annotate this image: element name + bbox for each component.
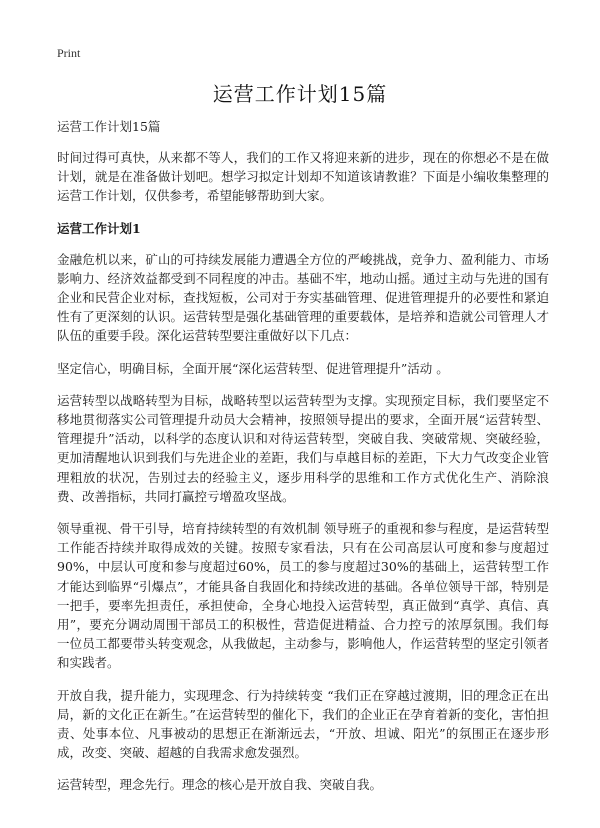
body-paragraph: 领导重视、骨干引导，培育持续转型的有效机制 领导班子的重视和参与程度，是运营转型工作能否持续并取得成效的关键。按照专家看法，只有在公司高层认可度和参与度超过90%，中层认可度和参与度超过60%，员工的参与度超过30%的基础上，运营转型工作才能达到临界“引爆点”，才能具备自我固化和持续改进的基础。各单位领导干部，特别是一把手，要率先担责任，承担使命，全身心地投入运营转型，真正做到“真学、真信、真用”，要充分调动周围干部员工的积极性，营造促进精益、合力控亏的浓厚氛围。我们每一位员工都要带头转变观念，从我做起，主动参与，影响他人，作运营转型的坚定引领者和实践者。 [57, 521, 549, 671]
body-paragraph: 金融危机以来，矿山的可持续发展能力遭遇全方位的严峻挑战，竞争力、盈利能力、市场影响力、经济效益都受到不同程度的冲击。基础不牢，地动山摇。通过主动与先进的国有企业和民营企业对标，查找短板，公司对于夯实基础管理、促进管理提升的必要性和紧迫性有了更深刻的认识。运营转型是强化基础管理的重要载体，是培养和造就公司管理人才队伍的重要手段。深化运营转型要注重做好以下几点： [57, 251, 549, 344]
body-paragraph: 运营转型以战略转型为目标，战略转型以运营转型为支撑。实现预定目标，我们要坚定不移地贯彻落实公司管理提升动员大会精神，按照领导提出的要求，全面开展“运营转型、管理提升”活动，以科学的态度认识和对待运营转型，突破自我、突破常规、突破经验，更加清醒地认识到我们与先进企业的差距，我们与卓越目标的差距，下大力气改变企业管理粗放的状况，告别过去的经验主义，逐步用科学的思维和工作方式优化生产、消除浪费、改善指标，共同打赢控亏增盈攻坚战。 [57, 392, 549, 504]
body-paragraph: 开放自我，提升能力，实现理念、行为持续转变 “我们正在穿越过渡期，旧的理念正在出局，新的文化正在新生。”在运营转型的催化下，我们的企业正在孕育着新的变化，害怕担责、处事本位、凡事被动的思想正在渐渐远去，“开放、坦诚、阳光”的氛围正在逐步形成，改变、突破、超越的自我需求愈发强烈。 [57, 687, 549, 761]
body-paragraph: 运营转型，理念先行。理念的核心是开放自我、突破自我。 [57, 777, 383, 793]
intro-paragraph: 时间过得可真快，从来都不等人，我们的工作又将迎来新的进步，现在的你想必不是在做计划，就是在准备做计划吧。想学习拟定计划却不知道该请教谁？下面是小编收集整理的运营工作计划，仅供参考，希望能够帮助到大家。 [57, 150, 549, 204]
document-title: 运营工作计划15篇 [212, 82, 388, 106]
print-link[interactable]: Print [57, 46, 81, 60]
body-paragraph: 坚定信心，明确目标，全面开展“深化运营转型、促进管理提升”活动 。 [57, 360, 449, 376]
section-heading: 运营工作计划1 [57, 220, 141, 236]
document-subtitle: 运营工作计划15篇 [57, 119, 161, 134]
document-body [57, 118, 549, 808]
